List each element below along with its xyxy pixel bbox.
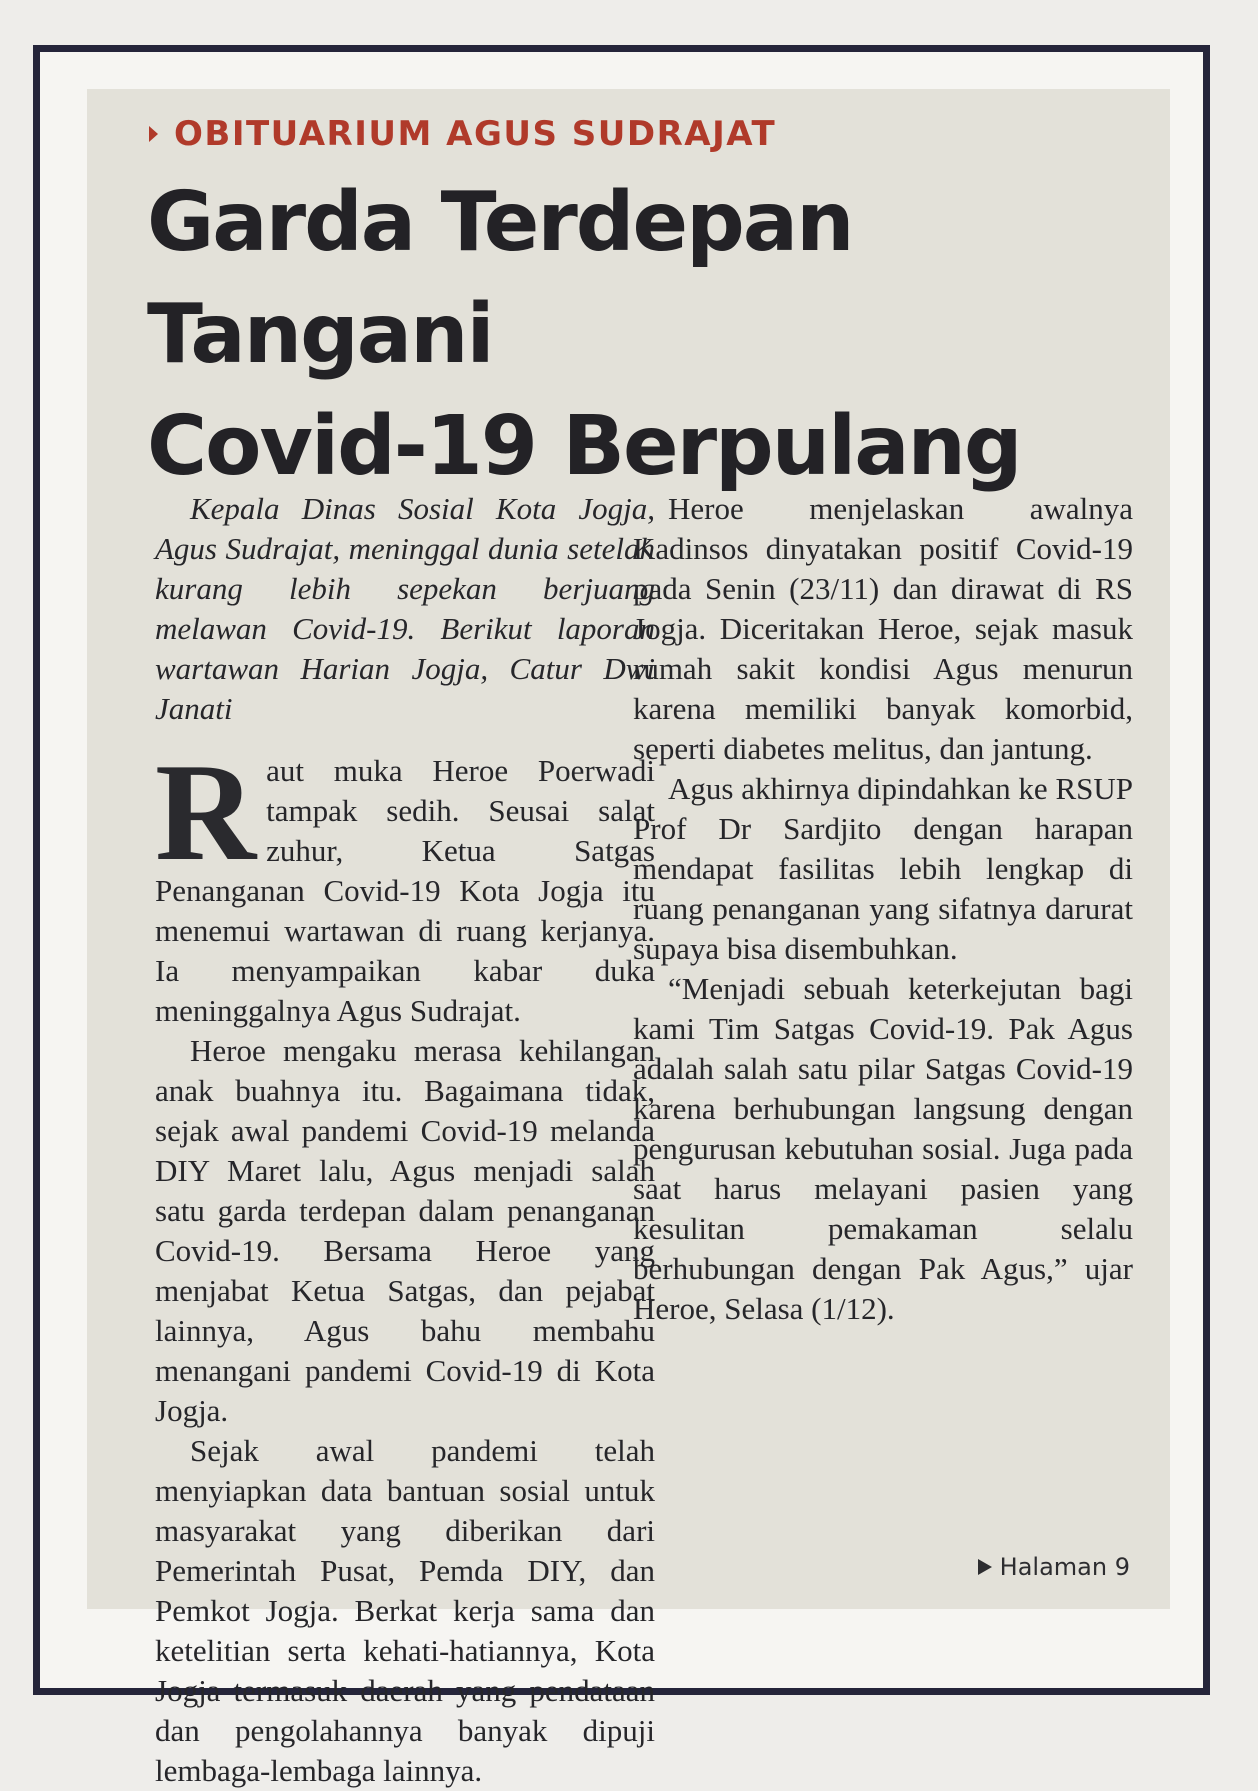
clipping-frame — [33, 45, 1210, 1788]
paragraph-6: “Menjadi sebuah keterkejutan bagi kami Tim Satgas Covid-19. Pak Agus adalah salah satu pilar Satgas Covid-19 karena berhubungan langsung dengan pengurusan kebutuhan sosial. Juga pada saat harus melayani pasien yang kesulitan pemakaman selalu berhubungan dengan Pak Agus,” ujar Heroe, Selasa (1/12). — [633, 971, 1133, 1326]
continuation-text: Halaman 9 — [999, 1553, 1130, 1581]
paragraph-4: Heroe menjelaskan awalnya Kadinsos dinyatakan positif Covid-19 pada Senin (23/11) dan dirawat di RS Jogja. Diceritakan Heroe, sejak masuk rumah sakit kondisi Agus menurun karena memiliki banyak komorbid, seperti diabetes melitus, dan jantung. — [633, 491, 1133, 766]
paragraph-1 — [155, 735, 655, 1031]
headline-line-2: Covid-19 Berpulang — [147, 399, 1021, 494]
headline — [147, 167, 1107, 503]
kicker — [149, 109, 776, 159]
newspaper-clipping — [87, 89, 1170, 1788]
paragraph-3: Sejak awal pandemi telah menyiapkan data bantuan sosial untuk masyarakat yang diberikan dari Pemerintah Pusat, Pemda DIY, dan Pemkot Jogja. Berkat kerja sama dan ketelitian serta kehati-hatiannya, Kota Jogja termasuk daerah yang pendataan dan pengolahannya banyak dipuji lembaga-lembaga lainnya. — [155, 1433, 655, 1788]
lead-paragraph: Kepala Dinas Sosial Kota Jogja, Agus Sudrajat, meninggal dunia setelah kurang lebih sepekan berjuang melawan Covid-19. Berikut laporan wartawan Harian Jogja, Catur Dwi Janati — [155, 491, 655, 726]
kicker-text: OBITUARIUM AGUS SUDRAJAT — [174, 114, 777, 154]
drop-cap: R — [155, 735, 257, 890]
paragraph-2: Heroe mengaku merasa kehilangan anak buahnya itu. Bagaimana tidak, sejak awal pandemi Covid-19 melanda DIY Maret lalu, Agus menjadi salah satu garda terdepan dalam penanganan Covid-19. Bersama Heroe yang menjabat Ketua Satgas, dan pejabat lainnya, Agus bahu membahu menangani pandemi Covid-19 di Kota Jogja. — [155, 1033, 655, 1428]
paragraph-5: Agus akhirnya dipindahkan ke RSUP Prof Dr Sardjito dengan harapan mendapat fasilitas lebih lengkap di ruang penanganan yang sifatnya darurat supaya bisa disembuhkan. — [633, 771, 1133, 966]
column-right — [633, 489, 1133, 1329]
paragraph-1-text: aut muka Heroe Poerwadi tampak sedih. Seusai salat zuhur, Ketua Satgas Penanganan Covid-19 Kota Jogja itu menemui wartawan di ruang kerjanya. Ia menyampaikan kabar duka meninggalnya Agus Sudrajat. — [155, 753, 655, 1028]
continue-arrow-icon — [978, 1559, 992, 1575]
kicker-arrow-icon — [149, 126, 158, 142]
column-left — [155, 489, 655, 1791]
continuation-label — [978, 1553, 1130, 1581]
headline-line-1: Garda Terdepan Tangani — [147, 175, 853, 382]
